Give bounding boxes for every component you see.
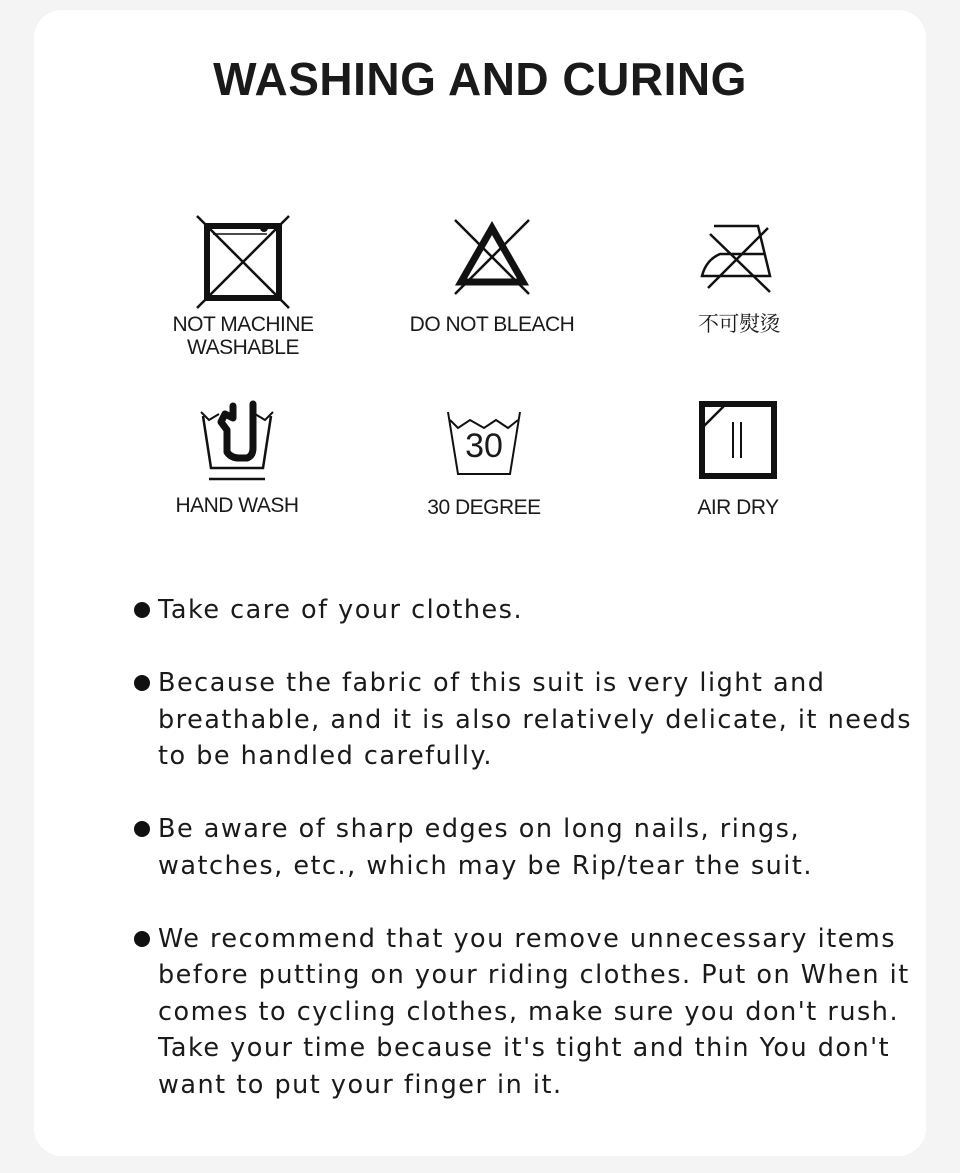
list-item [132, 592, 922, 629]
tip-text: We recommend that you remove unnecessary items before putting on your riding clothes. Put on When it comes to cycling clothes, make sure you don't rush. Take your time because it's tight and thin You don't want to put your finger in it. [158, 923, 910, 1100]
symbol-no-iron [609, 212, 869, 342]
symbol-hand-wash [107, 400, 367, 530]
temperature-value: 30 [465, 427, 503, 465]
symbol-30-degree [354, 400, 614, 530]
symbol-label: AIR DRY [697, 496, 779, 519]
bullet-icon [134, 821, 150, 837]
symbol-label: 30 DEGREE [427, 496, 541, 519]
symbol-not-machine-washable [113, 212, 373, 362]
list-item [132, 665, 922, 775]
symbol-label: 不可熨烫 [698, 313, 780, 336]
air-dry-icon [698, 400, 778, 480]
symbol-label: DO NOT BLEACH [409, 313, 575, 336]
symbol-label: HAND WASH [175, 494, 299, 517]
tip-text: Take care of your clothes. [158, 595, 524, 625]
tip-text: Be aware of sharp edges on long nails, rings, watches, etc., which may be Rip/tear the suit. [158, 814, 813, 881]
no-machine-wash-icon [193, 212, 293, 312]
bullet-icon [134, 675, 150, 691]
bullet-icon [134, 931, 150, 947]
tip-text: Because the fabric of this suit is very light and breathable, and it is also relatively delicate, it needs to be handled carefully. [158, 668, 913, 771]
bullet-icon [134, 602, 150, 618]
list-item [132, 921, 922, 1104]
no-iron-icon [694, 220, 784, 300]
hand-wash-icon [197, 400, 277, 484]
symbol-do-not-bleach [362, 212, 622, 342]
list-item [132, 811, 922, 884]
care-tips-list [132, 592, 922, 1103]
page-title: WASHING AND CURING [213, 53, 747, 105]
symbol-air-dry [608, 400, 868, 530]
no-bleach-icon [447, 214, 537, 304]
symbol-label: NOT MACHINE WASHABLE [172, 313, 314, 359]
